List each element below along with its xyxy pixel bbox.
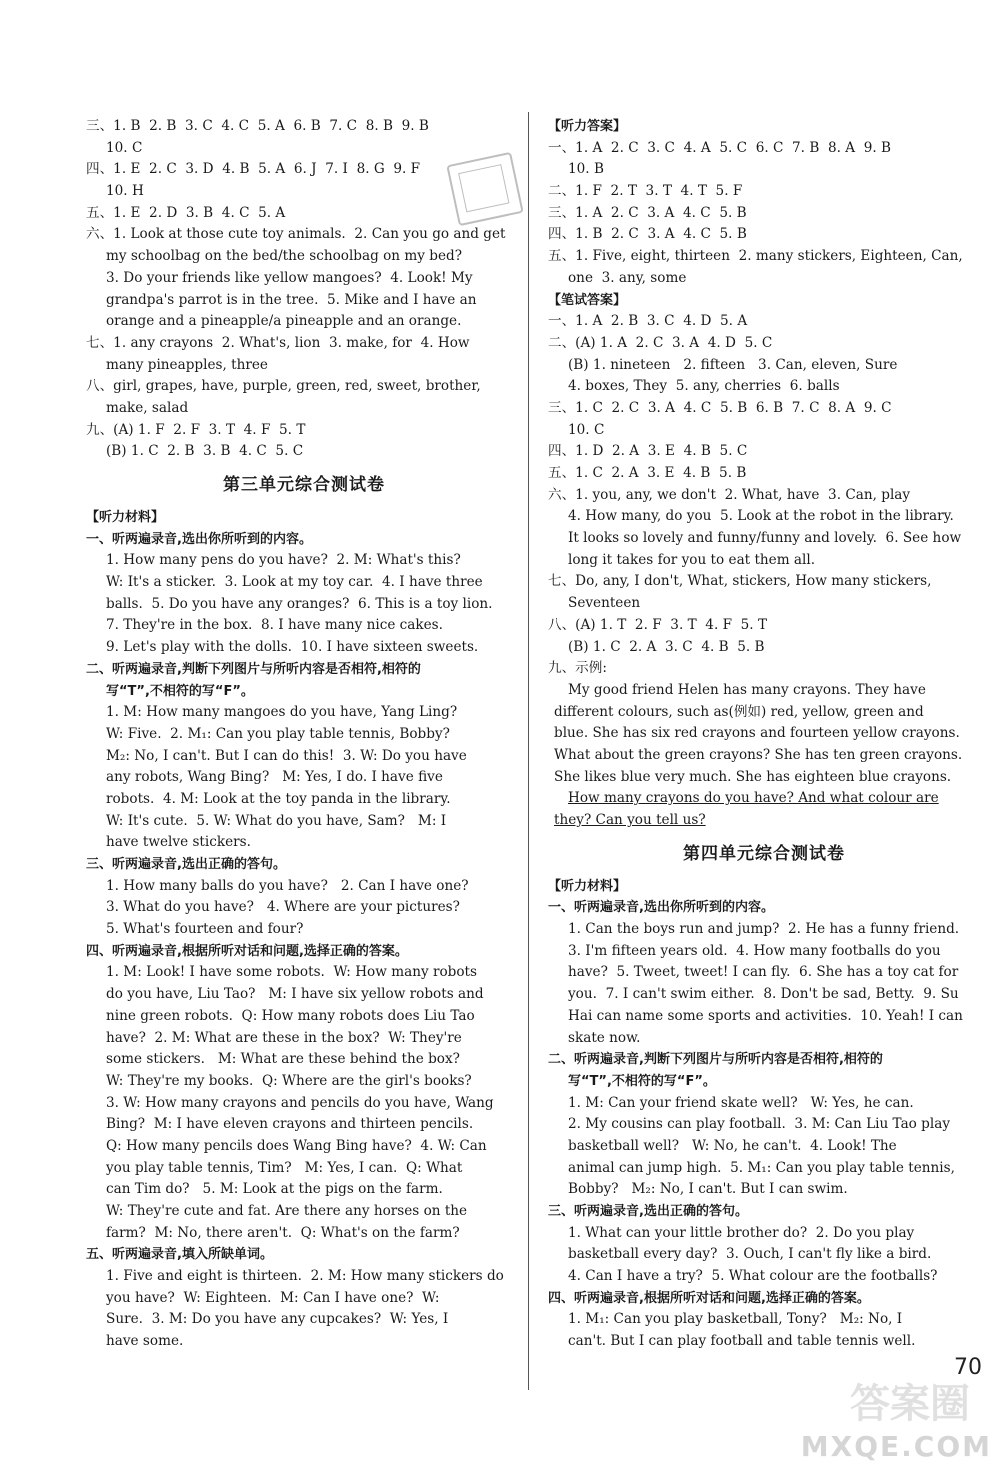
text-line: 三、1. B 2. B 3. C 4. C 5. A 6. B 7. C 8. B 9. B — [86, 118, 429, 134]
text-line: 一、1. A 2. C 3. C 4. A 5. C 6. C 7. B 8. A 9. B — [548, 139, 891, 156]
text-line: one 3. any, some — [568, 269, 687, 286]
section-heading: 三、听两遍录音,选出正确的答句。 — [548, 1204, 748, 1219]
text-line: Sure. 3. M: Do you have any cupcakes? W: Yes, I — [106, 1311, 449, 1328]
text-line: you play table tennis, Tim? M: Yes, I can. Q: What — [106, 1159, 463, 1176]
text-line: 五、1. C 2. A 3. E 4. B 5. B — [548, 465, 747, 481]
text-line: 1. M: How many mangoes do you have, Yang Ling? — [106, 704, 458, 721]
text-line: 10. C — [568, 421, 605, 438]
text-line: they? Can you tell us? — [554, 812, 706, 828]
text-line: make, salad — [106, 399, 189, 416]
page-number: 70 — [954, 1355, 982, 1380]
text-line: 5. What's fourteen and four? — [106, 921, 304, 938]
section-heading: 写“T”,不相符的写“F”。 — [568, 1073, 716, 1089]
text-line: W: It's cute. 5. W: What do you have, Sam? M: I — [106, 812, 447, 829]
text-line: 1. M₁: Can you play basketball, Tony? M₂: No, I — [568, 1311, 903, 1328]
text-line: nine green robots. Q: How many robots does Liu Tao — [106, 1007, 475, 1024]
watermark-text: MXQE.COM — [800, 1430, 992, 1463]
text-line: W: It's a sticker. 3. Look at my toy car. 4. I have three — [106, 574, 483, 591]
text-line: you. 7. I can't swim either. 8. Don't be sad, Betty. 9. Su — [568, 986, 959, 1003]
section-heading: 四、听两遍录音,根据所听对话和问题,选择正确的答案。 — [86, 943, 408, 959]
right-column — [548, 116, 980, 1353]
text-line: Bobby? M₂: No, I can't. But I can swim. — [568, 1181, 848, 1198]
text-line: some stickers. M: What are these behind the box? — [106, 1051, 460, 1068]
text-line: 七、1. any crayons 2. What's, lion 3. make, for 4. How — [86, 334, 470, 351]
text-line: What about the green crayons? She has ten green crayons. — [554, 746, 963, 763]
text-line: long it takes for you to eat them all. — [568, 551, 816, 568]
text-line: 五、1. Five, eight, thirteen 2. many stickers, Eighteen, Can, — [548, 248, 963, 265]
text-line: basketball every day? 3. Ouch, I can't fly like a bird. — [568, 1246, 932, 1263]
text-line: my schoolbag on the bed/the schoolbag on my bed? — [106, 248, 463, 265]
text-line: 1. M: Can your friend skate well? W: Yes, he can. — [568, 1094, 914, 1111]
section-title: 第三单元综合测试卷 — [223, 475, 385, 495]
section-heading: 写“T”,不相符的写“F”。 — [106, 683, 254, 699]
text-line: 3. W: How many crayons and pencils do you have, Wang — [106, 1094, 494, 1111]
text-line: My good friend Helen has many crayons. They have — [568, 681, 926, 698]
column-divider — [528, 112, 529, 1390]
text-line: 1. Can the boys run and jump? 2. He has a funny friend. — [568, 921, 960, 938]
text-line: 三、1. A 2. C 3. A 4. C 5. B — [548, 204, 747, 221]
text-line: 1. What can your little brother do? 2. Do you play — [568, 1224, 915, 1241]
text-line: Bing? M: I have eleven crayons and thirteen pencils. — [106, 1116, 474, 1133]
text-line: grandpa's parrot is in the tree. 5. Mike and I have an — [106, 291, 477, 308]
text-line: can't. But I can play football and table tennis well. — [568, 1333, 916, 1350]
text-line: (B) 1. C 2. A 3. C 4. B 5. B — [568, 638, 765, 655]
section-heading: 【听力材料】 — [86, 510, 165, 525]
text-line: 二、(A) 1. A 2. C 3. A 4. D 5. C — [548, 334, 773, 351]
text-line: It looks so lovely and funny/funny and lovely. 6. See how — [568, 530, 962, 547]
text-line: 四、1. B 2. C 3. A 4. C 5. B — [548, 226, 747, 243]
text-line: you have? W: Eighteen. M: Can I have one? W: — [106, 1289, 440, 1306]
text-line: 1. How many balls do you have? 2. Can I have one? — [106, 877, 469, 894]
text-line: 7. They're in the box. 8. I have many nice cakes. — [106, 617, 443, 634]
text-line: 六、1. Look at those cute toy animals. 2. Can you go and get — [86, 226, 506, 243]
text-line: 3. I'm fifteen years old. 4. How many footballs do you — [568, 942, 941, 959]
text-line: skate now. — [568, 1029, 641, 1046]
text-line: Seventeen — [568, 595, 641, 612]
text-line: 1. How many pens do you have? 2. M: What's this? — [106, 552, 461, 569]
text-line: have? 2. M: What are these in the box? W: They're — [106, 1029, 462, 1046]
section-heading: 一、听两遍录音,选出你所听到的内容。 — [86, 531, 312, 547]
text-line: W: They're my books. Q: Where are the girl's books? — [106, 1072, 472, 1089]
text-line: She likes blue very much. She has eighteen blue crayons. — [554, 768, 952, 785]
text-line: Hai can name some sports and activities. 10. Yeah! I can — [568, 1007, 963, 1024]
text-line: 九、示例: — [548, 660, 607, 677]
text-line: 六、1. you, any, we don't 2. What, have 3. Can, play — [548, 486, 911, 503]
text-line: have twelve stickers. — [106, 834, 251, 851]
text-line: robots. 4. M: Look at the toy panda in the library. — [106, 790, 451, 807]
text-line: different colours, such as(例如) red, yellow, green and — [554, 703, 924, 720]
text-line: 10. H — [106, 183, 144, 200]
text-line: 五、1. E 2. D 3. B 4. C 5. A — [86, 204, 286, 221]
text-line: W: They're cute and fat. Are there any horses on the — [106, 1203, 468, 1219]
text-line: 1. M: Look! I have some robots. W: How many robots — [106, 964, 477, 981]
text-line: farm? M: No, there aren't. Q: What's on the farm? — [106, 1224, 460, 1241]
text-line: 10. C — [106, 139, 143, 156]
text-line: 八、(A) 1. T 2. F 3. T 4. F 5. T — [548, 616, 768, 633]
section-heading: 【听力材料】 — [548, 878, 627, 894]
text-line: 3. Do your friends like yellow mangoes? 4. Look! My — [106, 269, 473, 286]
section-title: 第四单元综合测试卷 — [683, 843, 845, 864]
section-heading: 四、听两遍录音,根据所听对话和问题,选择正确的答案。 — [548, 1290, 870, 1306]
text-line: can Tim do? 5. M: Look at the pigs on the farm. — [106, 1181, 443, 1198]
text-line: have? 5. Tweet, tweet! I can fly. 6. She has a toy cat for — [568, 964, 959, 981]
text-line: (B) 1. C 2. B 3. B 4. C 5. C — [106, 443, 304, 460]
text-line: 4. Can I have a try? 5. What colour are the footballs? — [568, 1268, 938, 1285]
text-line: blue. She has six red crayons and fourteen yellow crayons. — [554, 725, 960, 742]
text-line: many pineapples, three — [106, 356, 268, 373]
text-line: 九、(A) 1. F 2. F 3. T 4. F 5. T — [86, 421, 306, 438]
text-line: (B) 1. nineteen 2. fifteen 3. Can, eleven, Sure — [568, 356, 898, 373]
text-line: Q: How many pencils does Wang Bing have? 4. W: Can — [106, 1137, 487, 1154]
section-heading: 三、听两遍录音,选出正确的答句。 — [86, 857, 286, 872]
text-line: do you have, Liu Tao? M: I have six yellow robots and — [106, 986, 484, 1003]
text-line: basketball well? W: No, he can't. 4. Look! The — [568, 1137, 897, 1154]
text-line: 二、1. F 2. T 3. T 4. T 5. F — [548, 183, 743, 200]
text-line: 四、1. D 2. A 3. E 4. B 5. C — [548, 443, 748, 460]
section-heading: 二、听两遍录音,判断下列图片与所听内容是否相符,相符的 — [548, 1052, 883, 1068]
watermark-logo: 答案圈 — [850, 1381, 970, 1427]
section-heading: 一、听两遍录音,选出你所听到的内容。 — [548, 900, 774, 916]
text-line: 4. How many, do you 5. Look at the robot in the library. — [568, 508, 954, 525]
text-line: M₂: No, I can't. But I can do this! 3. W: Do you have — [106, 747, 467, 764]
text-line: any robots, Wang Bing? M: Yes, I do. I have five — [106, 769, 443, 786]
text-line: orange and a pineapple/a pineapple and an orange. — [106, 313, 462, 330]
text-line: 八、girl, grapes, have, purple, green, red, sweet, brother, — [86, 378, 481, 395]
text-line: 3. What do you have? 4. Where are your pictures? — [106, 899, 460, 916]
text-line: balls. 5. Do you have any oranges? 6. This is a toy lion. — [106, 595, 493, 612]
left-column — [86, 116, 522, 1353]
section-heading: 【笔试答案】 — [548, 292, 627, 308]
text-line: W: Five. 2. M₁: Can you play table tennis, Bobby? — [106, 725, 450, 742]
text-line: animal can jump high. 5. M₁: Can you play table tennis, — [568, 1159, 955, 1176]
text-line: 4. boxes, They 5. any, cherries 6. balls — [568, 378, 840, 395]
text-line: 一、1. A 2. B 3. C 4. D 5. A — [548, 313, 748, 330]
text-line: have some. — [106, 1333, 184, 1350]
text-line: How many crayons do you have? And what colour are — [568, 790, 939, 807]
section-heading: 【听力答案】 — [548, 119, 627, 134]
text-line: 2. My cousins can play football. 3. M: Can Liu Tao play — [568, 1116, 951, 1133]
text-line: 三、1. C 2. C 3. A 4. C 5. B 6. B 7. C 8. A 9. C — [548, 399, 892, 416]
text-line: 七、Do, any, I don't, What, stickers, How many stickers, — [548, 573, 932, 590]
text-line: 四、1. E 2. C 3. D 4. B 5. A 6. J 7. I 8. G 9. F — [86, 161, 421, 178]
text-line: 9. Let's play with the dolls. 10. I have sixteen sweets. — [106, 639, 479, 656]
text-line: 10. B — [568, 161, 604, 178]
text-line: 1. Five and eight is thirteen. 2. M: How many stickers do — [106, 1268, 504, 1285]
section-heading: 二、听两遍录音,判断下列图片与所听内容是否相符,相符的 — [86, 661, 421, 677]
section-heading: 五、听两遍录音,填入所缺单词。 — [86, 1247, 273, 1263]
